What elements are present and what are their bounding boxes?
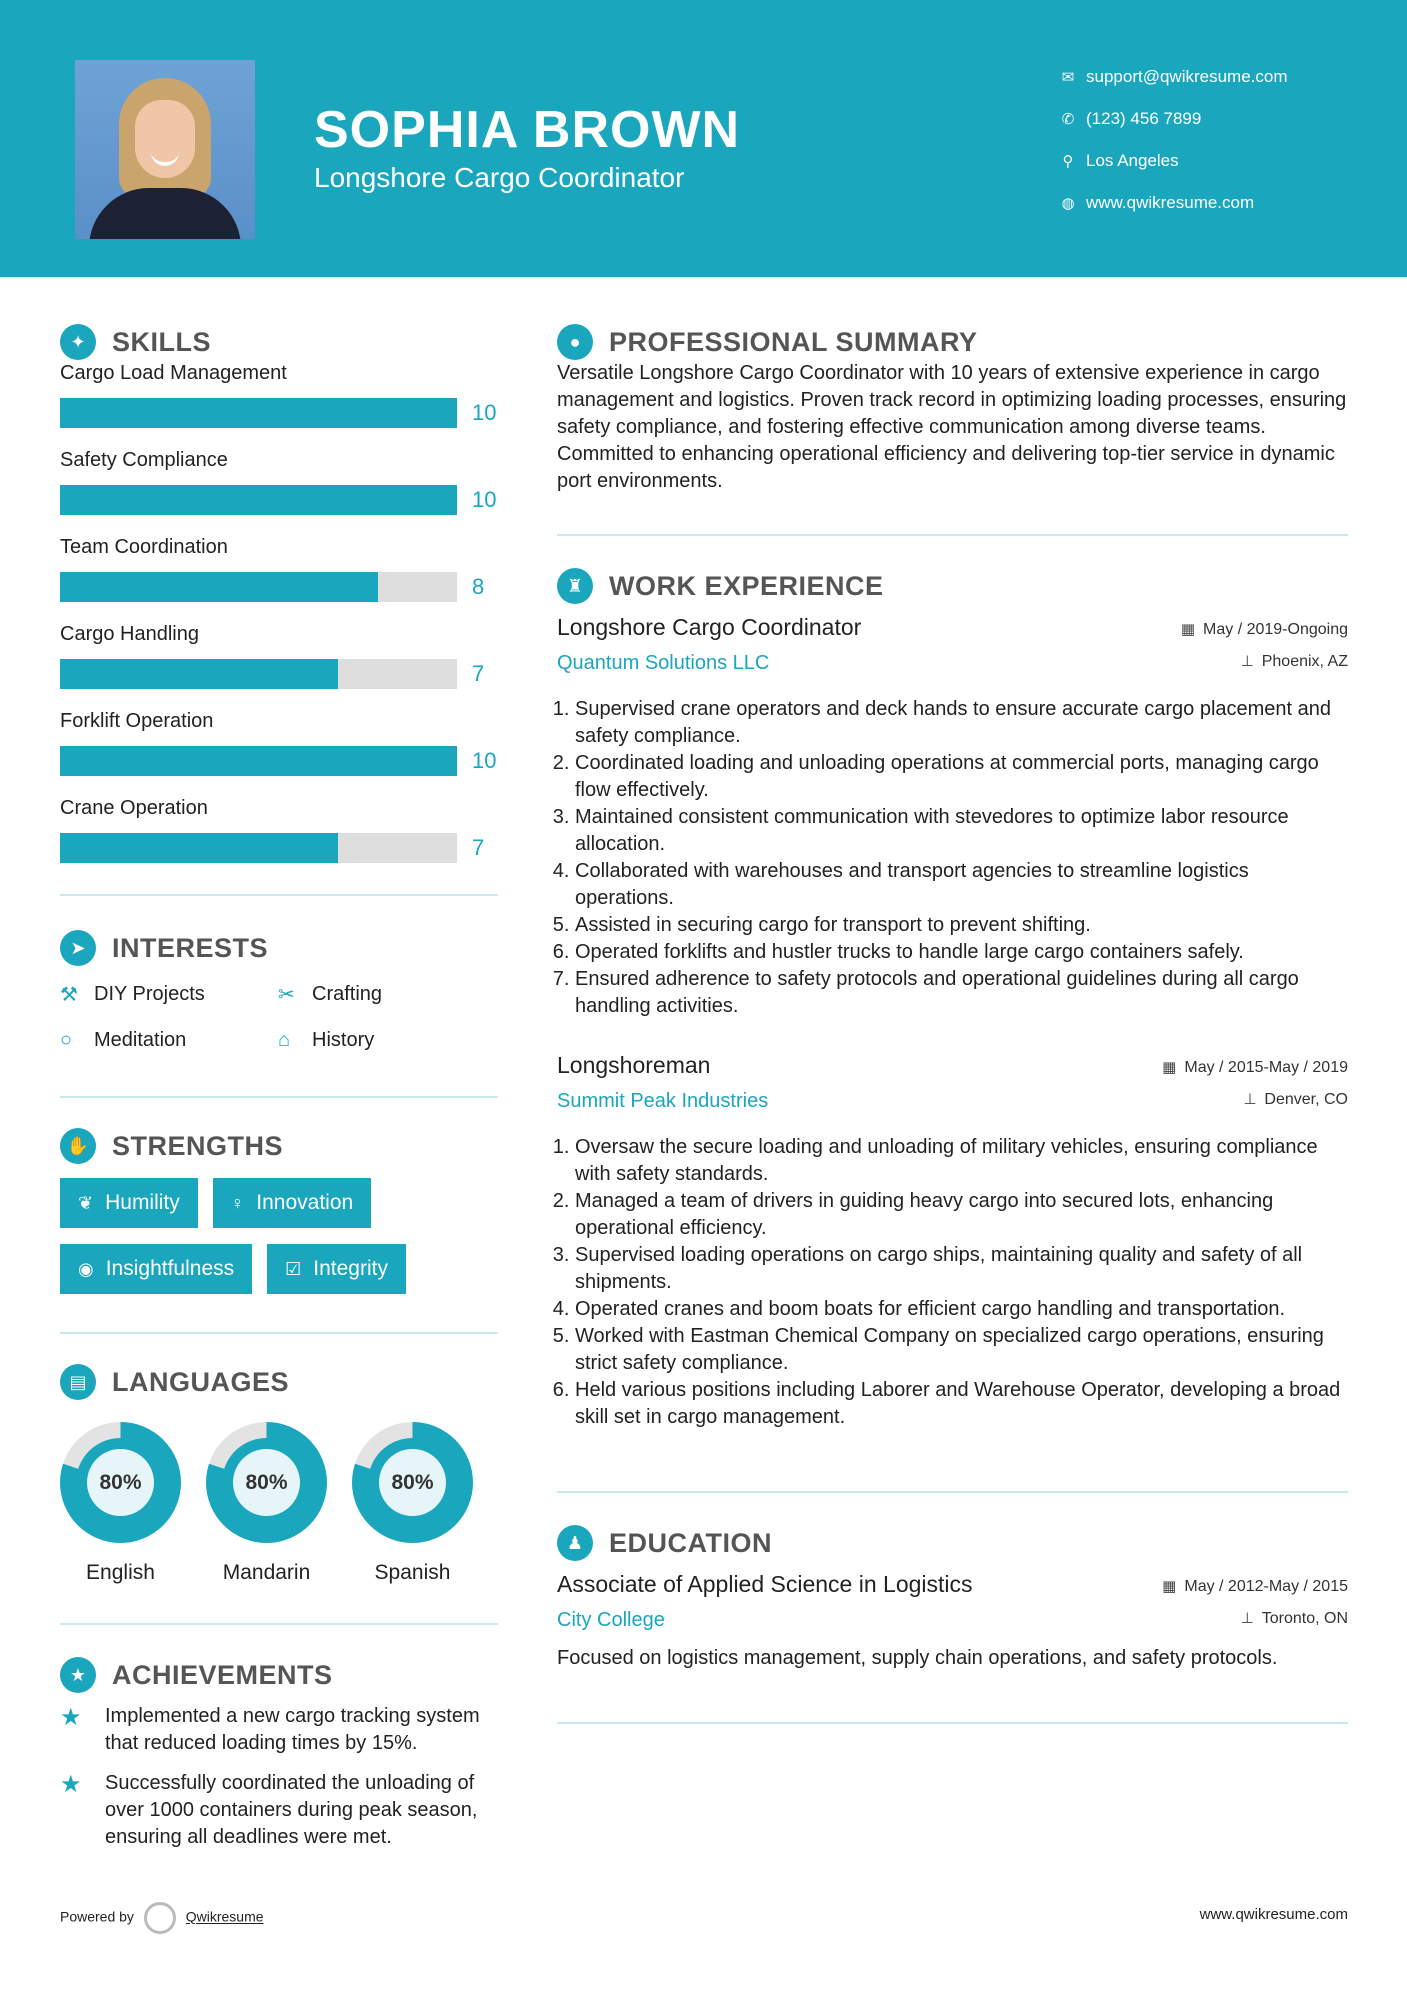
- job-company[interactable]: Summit Peak Industries: [557, 1090, 769, 1112]
- education-title: EDUCATION: [609, 1527, 772, 1558]
- education-location-text: Toronto, ON: [1261, 1610, 1348, 1627]
- skill-item: [60, 795, 498, 882]
- language-item: [60, 1422, 181, 1585]
- calendar-icon: ▦: [1180, 621, 1196, 638]
- language-ring: [206, 1422, 327, 1543]
- calendar-icon: ▦: [1162, 1578, 1177, 1595]
- summary-text: Versatile Longshore Cargo Coordinator with 10 years of extensive experience in cargo management and logistics. Proven track record in optimizing loading processes, ensuring safety compliance, and fostering effective communication among diverse teams. Committed to enhancing operational efficiency and delivering top-tier service in dynamic port environments.: [557, 362, 1347, 492]
- user-icon: ●: [557, 324, 593, 360]
- job-points: [557, 1134, 1348, 1431]
- section-divider: [557, 534, 1348, 536]
- education-date-text: May / 2012-May / 2015: [1184, 1578, 1348, 1595]
- section-divider: [557, 1722, 1348, 1724]
- achievement-text: Implemented a new cargo tracking system that reduced loading times by 15%.: [105, 1705, 480, 1754]
- job-point: 4. Operated cranes and boom boats for efficient cargo handling and transportation.: [575, 1296, 1348, 1323]
- language-percent: 80%: [379, 1449, 446, 1516]
- contact-email-text: support@qwikresume.com: [1086, 67, 1288, 86]
- skill-item: [60, 360, 498, 447]
- languages-title: LANGUAGES: [112, 1366, 290, 1397]
- scissors-icon: ✂: [278, 983, 295, 1006]
- interest-item: [60, 978, 278, 1010]
- job-point: 5. Assisted in securing cargo for transport to prevent shifting.: [575, 912, 1348, 939]
- skills-heading: [60, 320, 498, 364]
- skills-list: [60, 360, 498, 882]
- skill-name: Cargo Handling: [60, 623, 199, 645]
- languages-heading: [60, 1360, 498, 1404]
- section-divider: [557, 1491, 1348, 1493]
- strength-badge: [60, 1244, 252, 1294]
- strengths-list: [60, 1178, 498, 1294]
- language-ring: [352, 1422, 473, 1543]
- language-name: Spanish: [374, 1561, 451, 1584]
- section-divider: [60, 894, 498, 896]
- qwikresume-link[interactable]: Qwikresume: [185, 1908, 264, 1925]
- interest-label: DIY Projects: [94, 982, 205, 1005]
- left-column: [60, 320, 498, 1851]
- job-entry: [557, 614, 1348, 1020]
- language-percent: 80%: [233, 1449, 300, 1516]
- skill-bar-fill: [60, 398, 457, 428]
- strength-label: Integrity: [313, 1257, 388, 1280]
- interest-item: [60, 1024, 278, 1056]
- shooting-star-icon: ★: [60, 1704, 82, 1731]
- language-item: [352, 1422, 473, 1585]
- interest-label: Meditation: [94, 1028, 187, 1051]
- skill-item: [60, 708, 498, 795]
- job-point: 4. Collaborated with warehouses and transport agencies to streamline logistics operations.: [575, 858, 1348, 912]
- checkbox-icon: ☑: [285, 1258, 302, 1279]
- skill-name: Safety Compliance: [60, 449, 228, 471]
- skill-bar-fill: [60, 746, 457, 776]
- language-item: [206, 1422, 327, 1585]
- strength-label: Innovation: [256, 1191, 354, 1214]
- contact-phone-text: (123) 456 7899: [1086, 109, 1202, 128]
- skill-value: 8: [472, 574, 485, 599]
- shooting-star-icon: ★: [60, 1771, 82, 1798]
- eye-icon: ◉: [78, 1258, 94, 1279]
- education-degree: Associate of Applied Science in Logistics: [557, 1571, 973, 1597]
- job-date-text: May / 2019-Ongoing: [1203, 621, 1348, 638]
- calendar-icon: ▦: [1162, 1059, 1177, 1076]
- skill-bar-fill: [60, 659, 338, 689]
- skill-bar: [60, 659, 457, 689]
- language-name: Mandarin: [222, 1561, 311, 1584]
- achievement-item: [60, 1770, 498, 1851]
- summary-title: PROFESSIONAL SUMMARY: [609, 326, 978, 357]
- skill-bar: [60, 398, 457, 428]
- strength-label: Insightfulness: [105, 1257, 235, 1280]
- right-column: [557, 320, 1348, 1724]
- job-point: 5. Worked with Eastman Chemical Company on specialized cargo operations, ensuring strict safety compliance.: [575, 1323, 1348, 1377]
- office-chair-icon: ♜: [557, 568, 593, 604]
- job-title: Longshoreman: [557, 1052, 711, 1078]
- education-date: [1162, 1577, 1348, 1596]
- job-location-text: Phoenix, AZ: [1261, 653, 1348, 670]
- circle-icon: ○: [60, 1028, 73, 1051]
- education-school[interactable]: City College: [557, 1609, 665, 1631]
- job-point: 6. Held various positions including Laborer and Warehouse Operator, developing a broad skill set in cargo management.: [575, 1377, 1348, 1431]
- language-name: English: [86, 1561, 155, 1584]
- language-ring: [60, 1422, 181, 1543]
- leaf-icon: ❦: [78, 1192, 94, 1213]
- skill-name: Team Coordination: [60, 536, 228, 558]
- interests-title: INTERESTS: [112, 932, 269, 963]
- skill-name: Crane Operation: [60, 797, 208, 819]
- lightbulb-icon: ♀: [230, 1192, 245, 1213]
- achievement-item: [60, 1703, 498, 1757]
- language-percent: 80%: [87, 1449, 154, 1516]
- job-title: Longshore Cargo Coordinator: [557, 614, 862, 640]
- footer-powered-by: [60, 1902, 264, 1934]
- skill-item: [60, 447, 498, 534]
- skill-bar-fill: [60, 833, 338, 863]
- job-point: 3. Supervised loading operations on cargo ships, maintaining quality and safety of all shipments.: [575, 1242, 1348, 1296]
- powered-by-text: Powered by: [60, 1908, 134, 1925]
- job-date: [1162, 1058, 1348, 1077]
- language-card-icon: ▤: [60, 1364, 96, 1400]
- job-date: [1181, 620, 1348, 639]
- achievements-heading: [60, 1653, 498, 1697]
- education-description: Focused on logistics management, supply chain operations, and safety protocols.: [557, 1647, 1278, 1669]
- skill-bar: [60, 746, 457, 776]
- pushpin-icon: ⊥: [1243, 1091, 1257, 1108]
- phone-icon: ✆: [1061, 111, 1075, 128]
- contact-website[interactable]: [1050, 182, 1380, 224]
- skill-name: Forklift Operation: [60, 710, 214, 732]
- section-divider: [60, 1332, 498, 1334]
- skill-name: Cargo Load Management: [60, 362, 287, 384]
- skill-bar-fill: [60, 485, 457, 515]
- interest-item: [278, 978, 478, 1010]
- skill-value: 10: [472, 487, 497, 512]
- strength-badge: [60, 1178, 198, 1228]
- strengths-heading: [60, 1124, 498, 1168]
- wrench-icon: ⚒: [60, 983, 78, 1006]
- profile-photo: [75, 60, 255, 239]
- skill-value: 7: [472, 661, 485, 686]
- interest-item: [278, 1024, 478, 1056]
- education-location: [1241, 1609, 1348, 1628]
- job-point: 1. Supervised crane operators and deck hands to ensure accurate cargo placement and safety compliance.: [575, 696, 1348, 750]
- museum-icon: ⌂: [278, 1028, 291, 1051]
- contact-phone[interactable]: [1050, 98, 1380, 140]
- interest-label: Crafting: [312, 982, 383, 1005]
- candidate-title: Longshore Cargo Coordinator: [314, 162, 685, 193]
- job-point: 6. Operated forklifts and hustler trucks to handle large cargo containers safely.: [575, 939, 1348, 966]
- contact-website-text: www.qwikresume.com: [1086, 193, 1255, 212]
- job-company[interactable]: Quantum Solutions LLC: [557, 652, 770, 674]
- candidate-name: SOPHIA BROWN: [314, 101, 741, 159]
- skill-value: 10: [472, 400, 497, 425]
- section-divider: [60, 1623, 498, 1625]
- footer-website[interactable]: www.qwikresume.com: [1199, 1906, 1348, 1923]
- globe-icon: ◍: [1061, 195, 1075, 212]
- experience-title: WORK EXPERIENCE: [609, 570, 884, 601]
- hand-icon: ✋: [60, 1128, 96, 1164]
- education-heading: [557, 1521, 1348, 1565]
- strengths-title: STRENGTHS: [112, 1130, 284, 1161]
- skills-title: SKILLS: [112, 326, 212, 357]
- experience-heading: [557, 564, 1348, 608]
- strength-label: Humility: [105, 1191, 180, 1214]
- skill-bar: [60, 485, 457, 515]
- job-point: 2. Coordinated loading and unloading operations at commercial ports, managing cargo flow effectively.: [575, 750, 1348, 804]
- skill-bar: [60, 833, 457, 863]
- contact-location: [1050, 140, 1380, 182]
- job-entry: [557, 1052, 1348, 1431]
- skill-value: 7: [472, 835, 485, 860]
- paper-plane-icon: ➤: [60, 930, 96, 966]
- star-badge-icon: ★: [60, 1657, 96, 1693]
- lightbulb-icon: ✦: [60, 324, 96, 360]
- job-date-text: May / 2015-May / 2019: [1184, 1059, 1348, 1076]
- languages-list: [60, 1422, 498, 1585]
- skill-bar-fill: [60, 572, 378, 602]
- location-pin-icon: ⚲: [1062, 153, 1074, 170]
- strength-badge: [213, 1178, 371, 1228]
- summary-heading: [557, 320, 1348, 364]
- skill-value: 10: [472, 748, 497, 773]
- contact-location-text: Los Angeles: [1086, 151, 1179, 170]
- job-location: [1241, 652, 1348, 671]
- resume-header: [0, 0, 1407, 277]
- contact-email[interactable]: [1050, 56, 1380, 98]
- interests-list: [60, 978, 498, 1056]
- skill-item: [60, 621, 498, 708]
- qwikresume-logo-icon: [144, 1902, 176, 1934]
- job-points: [557, 696, 1348, 1020]
- job-location: [1243, 1090, 1348, 1109]
- job-point: 2. Managed a team of drivers in guiding heavy cargo into secured lots, enhancing operational efficiency.: [575, 1188, 1348, 1242]
- section-divider: [60, 1096, 498, 1098]
- achievement-text: Successfully coordinated the unloading of over 1000 containers during peak season, ensuring all deadlines were met.: [105, 1772, 478, 1848]
- skill-bar: [60, 572, 457, 602]
- job-location-text: Denver, CO: [1264, 1091, 1348, 1108]
- pushpin-icon: ⊥: [1240, 1610, 1254, 1627]
- job-point: 3. Maintained consistent communication with stevedores to optimize labor resource allocation.: [575, 804, 1348, 858]
- contact-list: [1050, 56, 1380, 224]
- education-entry: [557, 1571, 1348, 1672]
- job-point: 1. Oversaw the secure loading and unloading of military vehicles, ensuring compliance with safety standards.: [575, 1134, 1348, 1188]
- mail-icon: ✉: [1061, 69, 1075, 86]
- skill-item: [60, 534, 498, 621]
- strength-badge: [267, 1244, 406, 1294]
- pushpin-icon: ⊥: [1240, 653, 1254, 670]
- achievements-title: ACHIEVEMENTS: [112, 1659, 333, 1690]
- interests-heading: [60, 926, 498, 970]
- graduate-icon: ♟: [557, 1525, 593, 1561]
- interest-label: History: [312, 1028, 375, 1051]
- job-point: 7. Ensured adherence to safety protocols and operational guidelines during all cargo handling activities.: [575, 966, 1348, 1020]
